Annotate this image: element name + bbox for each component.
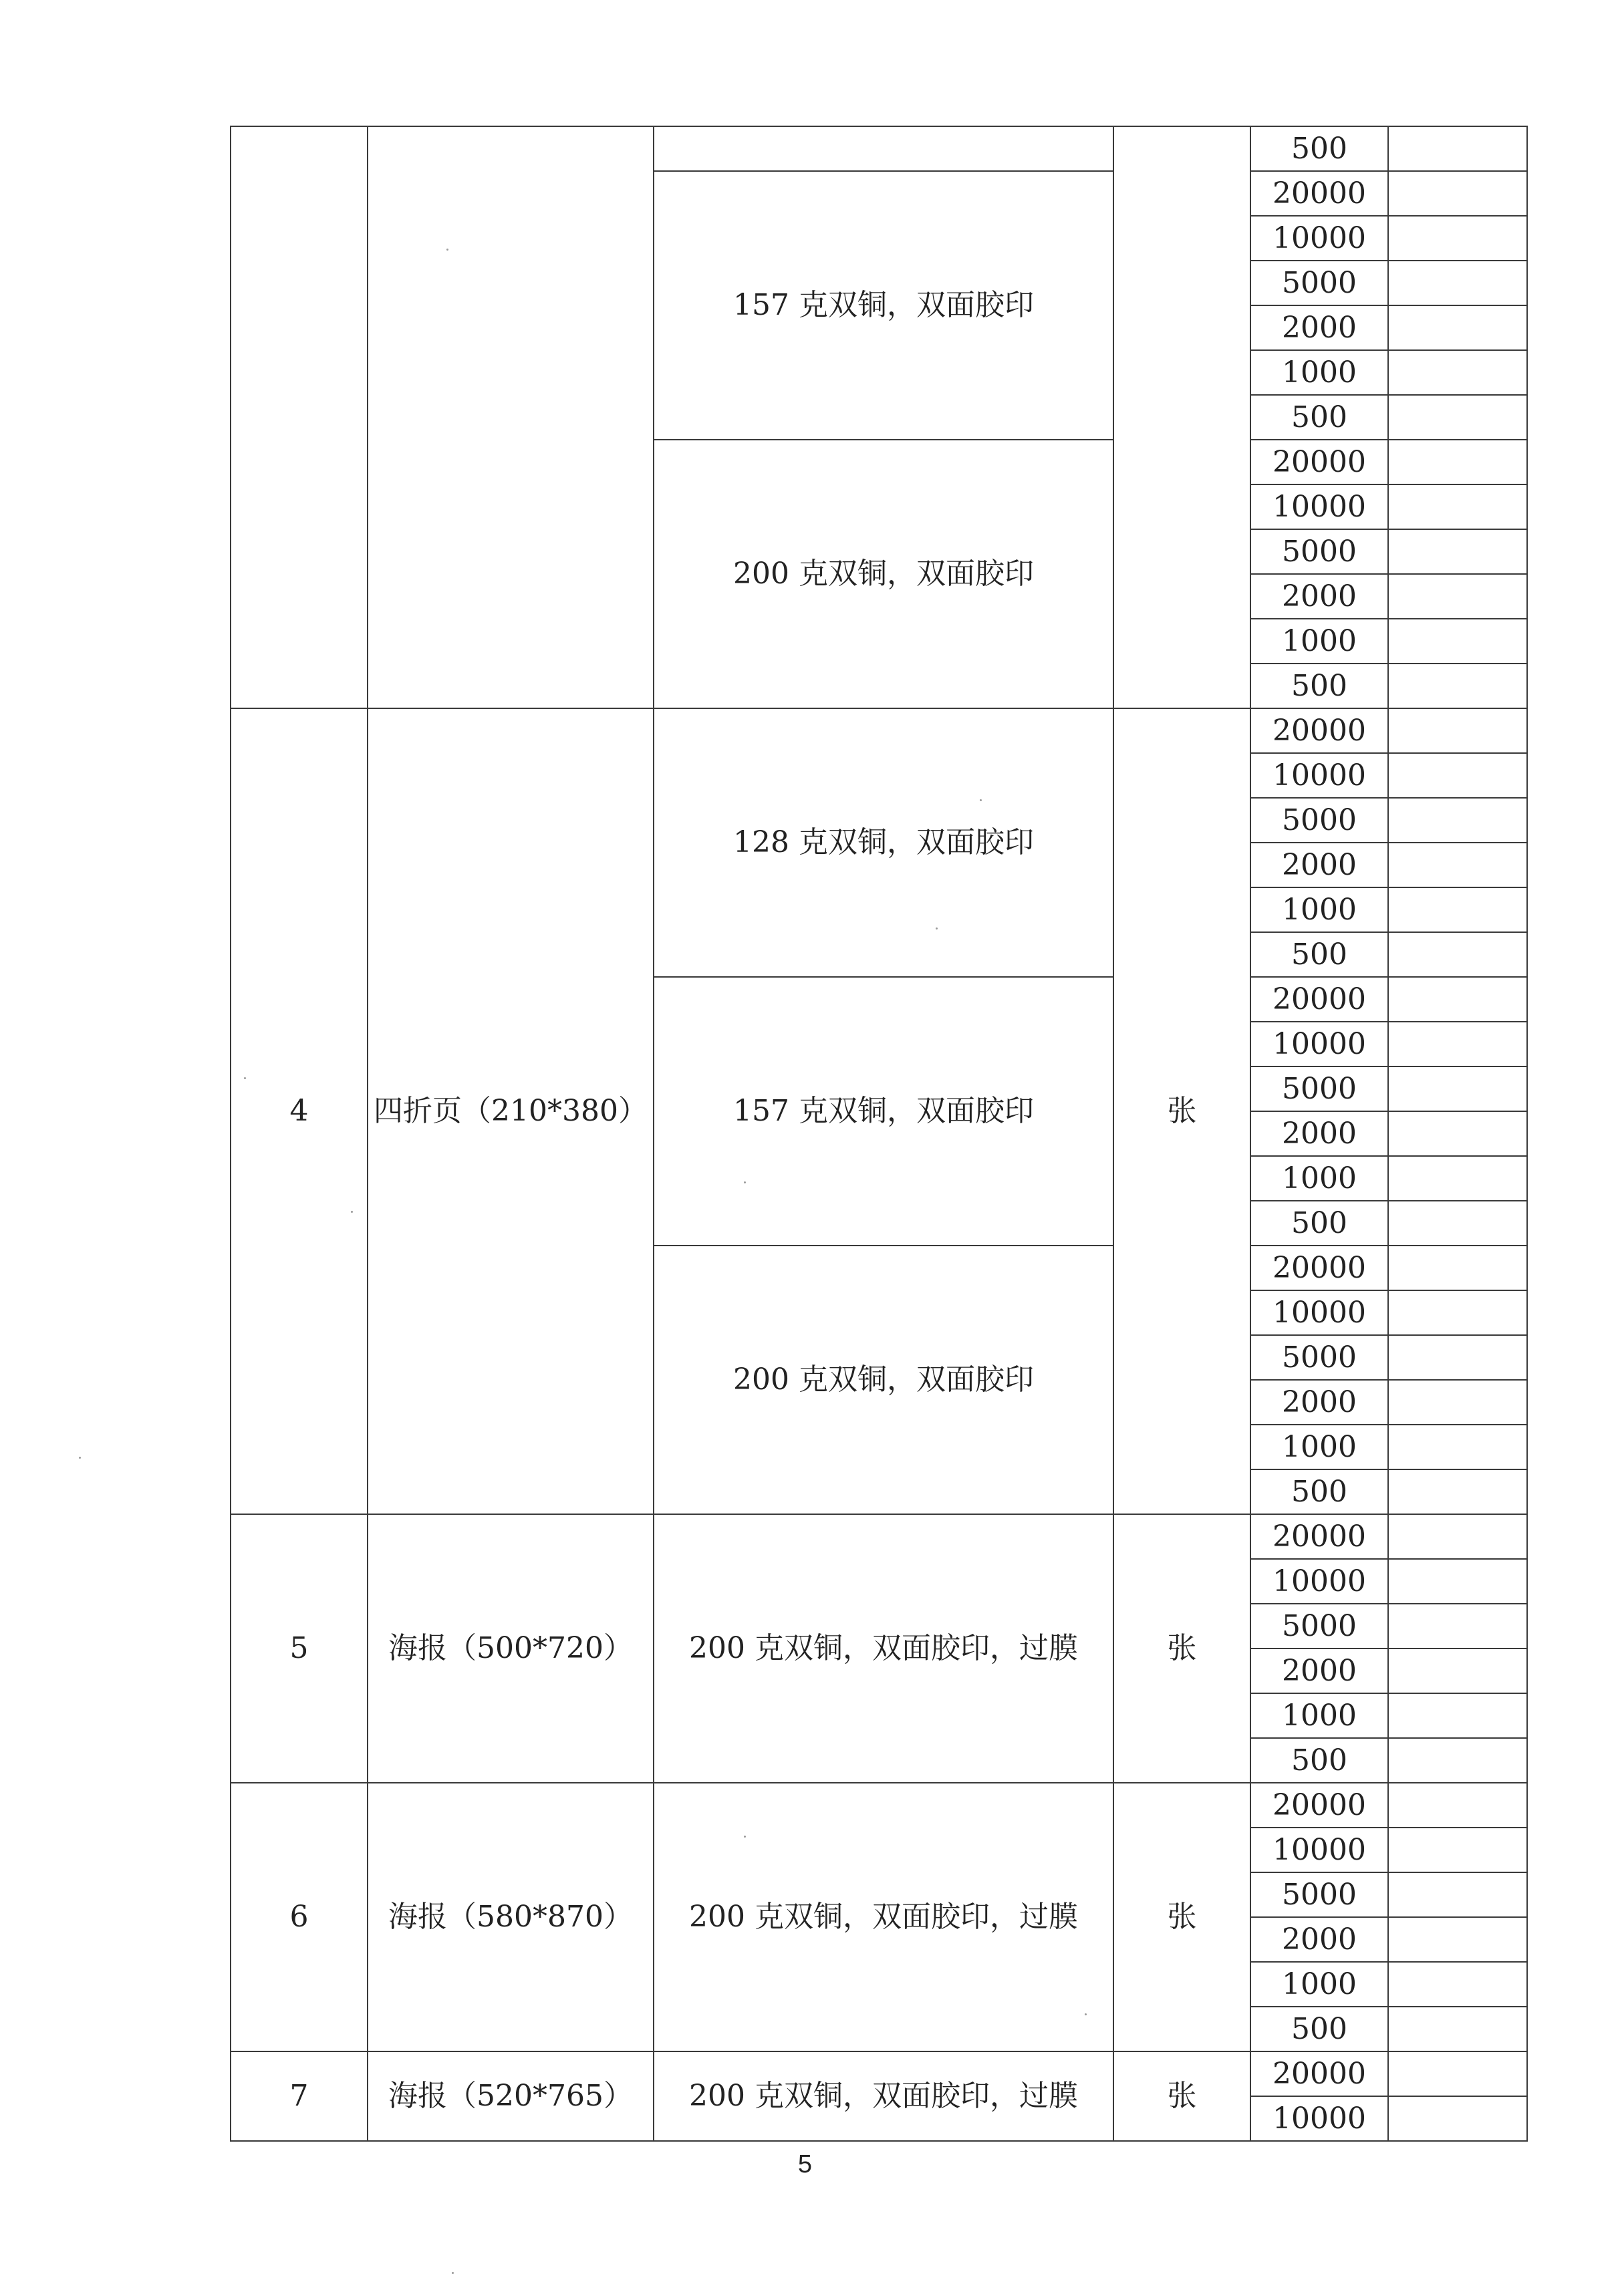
spec-cell: 200 克双铜，双面胶印，过膜: [654, 1514, 1113, 1783]
table-row: [231, 708, 1527, 753]
quantity-cell: 2000: [1250, 1917, 1388, 1962]
price-cell: [1388, 2096, 1527, 2141]
quantity-cell: 20000: [1250, 708, 1388, 753]
unit-cell: 张: [1113, 1514, 1250, 1783]
item-name-cell: [368, 126, 654, 708]
quantity-cell: 10000: [1250, 2096, 1388, 2141]
price-cell: [1388, 171, 1527, 216]
price-cell: [1388, 395, 1527, 440]
scan-speck: [744, 1181, 746, 1183]
scan-speck: [244, 1077, 246, 1079]
scan-speck: [351, 1211, 353, 1213]
page-number: 5: [797, 2150, 813, 2178]
spec-cell: 200 克双铜，双面胶印: [654, 440, 1113, 708]
price-cell: [1388, 440, 1527, 484]
quantity-cell: 1000: [1250, 1156, 1388, 1201]
quantity-cell: 5000: [1250, 1335, 1388, 1380]
price-cell: [1388, 1335, 1527, 1380]
price-cell: [1388, 708, 1527, 753]
quantity-cell: 10000: [1250, 753, 1388, 798]
price-cell: [1388, 932, 1527, 977]
price-cell: [1388, 350, 1527, 395]
quantity-cell: 10000: [1250, 484, 1388, 529]
quantity-cell: 2000: [1250, 1648, 1388, 1693]
price-cell: [1388, 1604, 1527, 1648]
quantity-cell: 1000: [1250, 619, 1388, 664]
price-cell: [1388, 619, 1527, 664]
item-number-cell: 5: [231, 1514, 368, 1783]
price-cell: [1388, 1246, 1527, 1290]
price-cell: [1388, 574, 1527, 619]
quantity-cell: 500: [1250, 2007, 1388, 2051]
quantity-cell: 10000: [1250, 216, 1388, 261]
unit-cell: 张: [1113, 708, 1250, 1514]
quantity-cell: 500: [1250, 126, 1388, 171]
scan-speck: [936, 927, 938, 929]
price-cell: [1388, 664, 1527, 708]
price-cell: [1388, 887, 1527, 932]
price-cell: [1388, 977, 1527, 1022]
unit-cell: 张: [1113, 1783, 1250, 2051]
price-cell: [1388, 484, 1527, 529]
price-cell: [1388, 1559, 1527, 1604]
quantity-cell: 10000: [1250, 1022, 1388, 1066]
scan-speck: [980, 799, 982, 801]
quantity-cell: 2000: [1250, 1111, 1388, 1156]
price-cell: [1388, 1962, 1527, 2007]
price-cell: [1388, 1111, 1527, 1156]
item-name-cell: 四折页（210*380）: [368, 708, 654, 1514]
quantity-cell: 500: [1250, 932, 1388, 977]
quantity-cell: 10000: [1250, 1290, 1388, 1335]
quantity-cell: 1000: [1250, 1693, 1388, 1738]
unit-cell: [1113, 126, 1250, 708]
scan-speck: [446, 249, 448, 251]
price-cell: [1388, 2007, 1527, 2051]
quantity-cell: 1000: [1250, 1962, 1388, 2007]
price-cell: [1388, 1201, 1527, 1246]
quantity-cell: 20000: [1250, 1514, 1388, 1559]
item-number-cell: 4: [231, 708, 368, 1514]
spec-cell: 157 克双铜，双面胶印: [654, 977, 1113, 1246]
spec-cell: 157 克双铜，双面胶印: [654, 171, 1113, 440]
quantity-cell: 10000: [1250, 1828, 1388, 1872]
item-number-cell: 7: [231, 2051, 368, 2141]
table-row: [231, 126, 1527, 171]
price-cell: [1388, 1425, 1527, 1469]
price-cell: [1388, 753, 1527, 798]
scan-speck: [452, 2272, 454, 2274]
quantity-cell: 1000: [1250, 887, 1388, 932]
price-cell: [1388, 1469, 1527, 1514]
scan-speck: [744, 1836, 746, 1838]
scan-speck: [79, 1457, 81, 1459]
quantity-cell: 500: [1250, 1469, 1388, 1514]
price-cell: [1388, 2051, 1527, 2096]
price-cell: [1388, 261, 1527, 305]
price-cell: [1388, 1290, 1527, 1335]
item-number-cell: [231, 126, 368, 708]
quantity-cell: 2000: [1250, 843, 1388, 887]
price-cell: [1388, 1783, 1527, 1828]
price-cell: [1388, 1514, 1527, 1559]
quantity-cell: 5000: [1250, 1872, 1388, 1917]
table-row: [231, 1783, 1527, 1828]
quantity-cell: 500: [1250, 664, 1388, 708]
price-cell: [1388, 798, 1527, 843]
price-cell: [1388, 216, 1527, 261]
quantity-cell: 20000: [1250, 1783, 1388, 1828]
quantity-cell: 1000: [1250, 1425, 1388, 1469]
quantity-cell: 5000: [1250, 798, 1388, 843]
quantity-cell: 2000: [1250, 305, 1388, 350]
quantity-cell: 20000: [1250, 2051, 1388, 2096]
price-table: [230, 126, 1528, 2142]
quantity-cell: 500: [1250, 1738, 1388, 1783]
price-cell: [1388, 1738, 1527, 1783]
price-cell: [1388, 1872, 1527, 1917]
scan-speck: [1085, 2013, 1087, 2015]
price-cell: [1388, 126, 1527, 171]
price-cell: [1388, 1156, 1527, 1201]
quantity-cell: 5000: [1250, 261, 1388, 305]
spec-cell: [654, 126, 1113, 171]
price-cell: [1388, 1022, 1527, 1066]
spec-cell: 200 克双铜，双面胶印: [654, 1246, 1113, 1514]
price-cell: [1388, 305, 1527, 350]
item-name-cell: 海报（500*720）: [368, 1514, 654, 1783]
quantity-cell: 5000: [1250, 529, 1388, 574]
quantity-cell: 20000: [1250, 171, 1388, 216]
spec-cell: 128 克双铜，双面胶印: [654, 708, 1113, 977]
quantity-cell: 10000: [1250, 1559, 1388, 1604]
quantity-cell: 1000: [1250, 350, 1388, 395]
table-body: [231, 126, 1527, 2141]
price-cell: [1388, 1828, 1527, 1872]
table-row: [231, 1514, 1527, 1559]
unit-cell: 张: [1113, 2051, 1250, 2141]
price-cell: [1388, 529, 1527, 574]
item-name-cell: 海报（520*765）: [368, 2051, 654, 2141]
quantity-cell: 5000: [1250, 1066, 1388, 1111]
quantity-cell: 20000: [1250, 977, 1388, 1022]
price-cell: [1388, 1380, 1527, 1425]
quantity-cell: 500: [1250, 395, 1388, 440]
quantity-cell: 5000: [1250, 1604, 1388, 1648]
item-name-cell: 海报（580*870）: [368, 1783, 654, 2051]
quantity-cell: 20000: [1250, 440, 1388, 484]
price-cell: [1388, 1917, 1527, 1962]
quantity-cell: 20000: [1250, 1246, 1388, 1290]
price-cell: [1388, 1648, 1527, 1693]
quantity-cell: 2000: [1250, 1380, 1388, 1425]
price-cell: [1388, 1066, 1527, 1111]
quantity-cell: 2000: [1250, 574, 1388, 619]
price-cell: [1388, 843, 1527, 887]
item-number-cell: 6: [231, 1783, 368, 2051]
price-cell: [1388, 1693, 1527, 1738]
table-row: [231, 2051, 1527, 2096]
quantity-cell: 500: [1250, 1201, 1388, 1246]
spec-cell: 200 克双铜，双面胶印，过膜: [654, 2051, 1113, 2141]
spec-cell: 200 克双铜，双面胶印，过膜: [654, 1783, 1113, 2051]
